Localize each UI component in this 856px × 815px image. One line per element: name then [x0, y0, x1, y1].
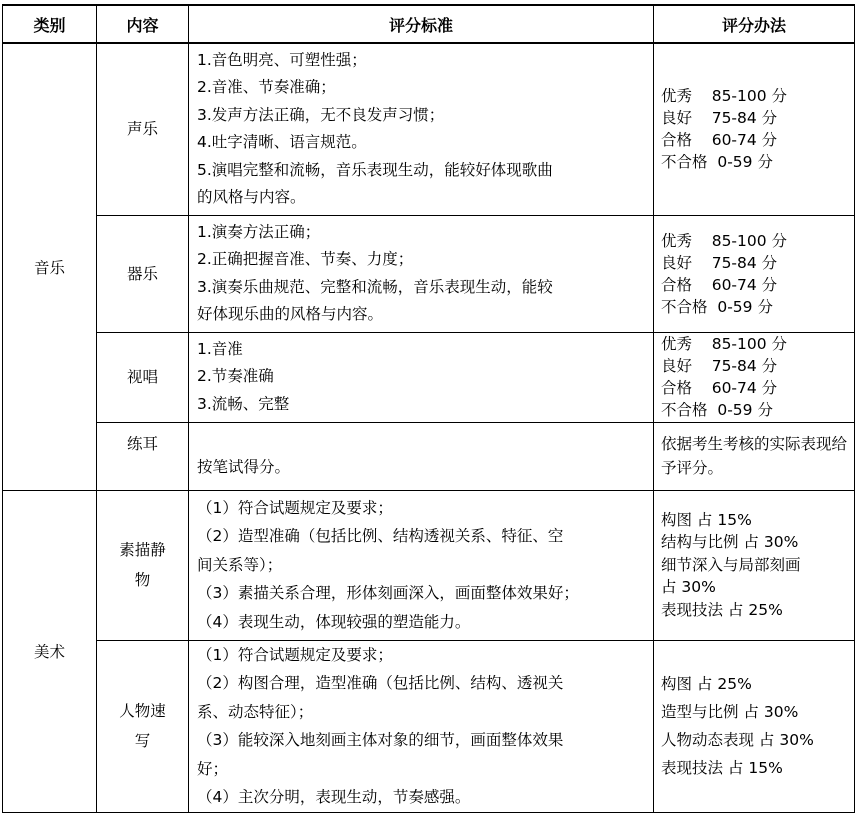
- header-row: [3, 5, 855, 43]
- criteria-line: 好体现乐曲的风格与内容。: [197, 305, 384, 323]
- header-content: 内容: [97, 5, 189, 43]
- criteria-line: （3）能较深入地刻画主体对象的细节，画面整体效果: [197, 731, 564, 749]
- header-method: 评分办法: [654, 5, 855, 43]
- method-still-life: [654, 490, 855, 640]
- criteria-line: （3）素描关系合理，形体刻画深入，画面整体效果好；: [197, 584, 579, 603]
- category-music: 音乐: [3, 43, 97, 490]
- criteria-line: （2）构图合理，造型准确（包括比例、结构、透视关: [197, 674, 564, 692]
- item-name-line: 物: [134, 571, 151, 589]
- method-portrait: [654, 640, 855, 812]
- criteria-sight-singing: [189, 332, 654, 422]
- criteria-line: 3.演奏乐曲规范、完整和流畅，音乐表现生动，能较: [197, 277, 553, 296]
- criteria-still-life: [189, 490, 654, 640]
- scoring-table: [2, 4, 855, 813]
- method-line: 合格 60-74 分: [661, 131, 778, 150]
- criteria-line: 1.音色明亮、可塑性强；: [197, 50, 367, 69]
- item-name-line: 人物速: [119, 702, 166, 720]
- criteria-line: 间关系等）；: [197, 555, 283, 574]
- method-line: 不合格 0-59 分: [661, 297, 773, 316]
- criteria-line: （4）表现生动，体现较强的塑造能力。: [197, 612, 471, 631]
- criteria-line: 系、动态特征）；: [197, 702, 314, 721]
- item-still-life: [97, 490, 189, 640]
- criteria-line: 的风格与内容。: [197, 188, 306, 207]
- criteria-line: （1）符合试题规定及要求；: [197, 645, 393, 664]
- method-line: 良好 75-84 分: [661, 109, 778, 128]
- method-vocal: [654, 43, 855, 215]
- criteria-line: （2）造型准确（包括比例、结构透视关系、特征、空: [197, 527, 564, 546]
- criteria-portrait: [189, 640, 654, 812]
- criteria-ear-training: [189, 422, 654, 490]
- method-line: 优秀 85-100 分: [661, 231, 788, 250]
- method-line: 人物动态表现 占 30%: [661, 731, 814, 749]
- criteria-line: 3.流畅、完整: [197, 394, 290, 413]
- method-line: 造型与比例 占 30%: [661, 703, 799, 721]
- method-line: 构图 占 15%: [661, 510, 752, 529]
- table-row-still-life: [3, 490, 855, 640]
- criteria-line: 5.演唱完整和流畅，音乐表现生动，能较好体现歌曲: [197, 160, 553, 179]
- criteria-line: 2.正确把握音准、节奏、力度；: [197, 250, 414, 268]
- method-line: 结构与比例 占 30%: [661, 533, 799, 552]
- item-ear-training: 练耳: [97, 422, 189, 490]
- method-instrumental: [654, 215, 855, 332]
- criteria-vocal: [189, 43, 654, 215]
- category-art: 美术: [3, 490, 97, 812]
- item-name-line: 写: [134, 732, 151, 750]
- item-portrait: [97, 640, 189, 812]
- criteria-line: 4.吐字清晰、语言规范。: [197, 133, 367, 152]
- criteria-line: 按笔试得分。: [197, 458, 291, 476]
- criteria-line: 1.演奏方法正确；: [197, 222, 321, 241]
- criteria-line: 1.音准: [197, 339, 243, 358]
- criteria-line: （1）符合试题规定及要求；: [197, 498, 393, 517]
- method-line: 合格 60-74 分: [661, 379, 778, 397]
- method-line: 表现技法 占 15%: [661, 759, 783, 777]
- criteria-line: （4）主次分明，表现生动，节奏感强。: [197, 788, 471, 806]
- method-line: 细节深入与局部刻画: [661, 555, 801, 574]
- item-instrumental: 器乐: [97, 215, 189, 332]
- method-ear-training: [654, 422, 855, 490]
- method-line: 不合格 0-59 分: [661, 153, 773, 172]
- method-line: 依据考生考核的实际表现给予评分。: [661, 435, 848, 477]
- criteria-line: 好；: [197, 759, 229, 778]
- method-line: 合格 60-74 分: [661, 275, 778, 294]
- table-row-sight-singing: [3, 332, 855, 422]
- method-line: 不合格 0-59 分: [661, 401, 773, 419]
- method-line: 良好 75-84 分: [661, 253, 778, 272]
- criteria-line: 3.发声方法正确，无不良发声习惯；: [197, 105, 445, 124]
- method-line: 优秀 85-100 分: [661, 87, 788, 106]
- method-line: 占 30%: [661, 578, 716, 597]
- method-line: 构图 占 25%: [661, 675, 752, 693]
- method-sight-singing: [654, 332, 855, 422]
- criteria-line: 2.音准、节奏准确；: [197, 78, 336, 97]
- method-line: 良好 75-84 分: [661, 357, 778, 375]
- item-name-line: 素描静: [119, 541, 166, 559]
- header-criteria: 评分标准: [189, 5, 654, 43]
- table-row-ear-training: [3, 422, 855, 490]
- criteria-instrumental: [189, 215, 654, 332]
- table-row-vocal: [3, 43, 855, 215]
- criteria-line: 2.节奏准确: [197, 367, 274, 386]
- table-row-portrait: [3, 640, 855, 812]
- item-vocal: 声乐: [97, 43, 189, 215]
- method-line: 表现技法 占 25%: [661, 600, 783, 619]
- header-category: 类别: [3, 5, 97, 43]
- method-line: 优秀 85-100 分: [661, 335, 788, 353]
- table-row-instrumental: [3, 215, 855, 332]
- item-sight-singing: 视唱: [97, 332, 189, 422]
